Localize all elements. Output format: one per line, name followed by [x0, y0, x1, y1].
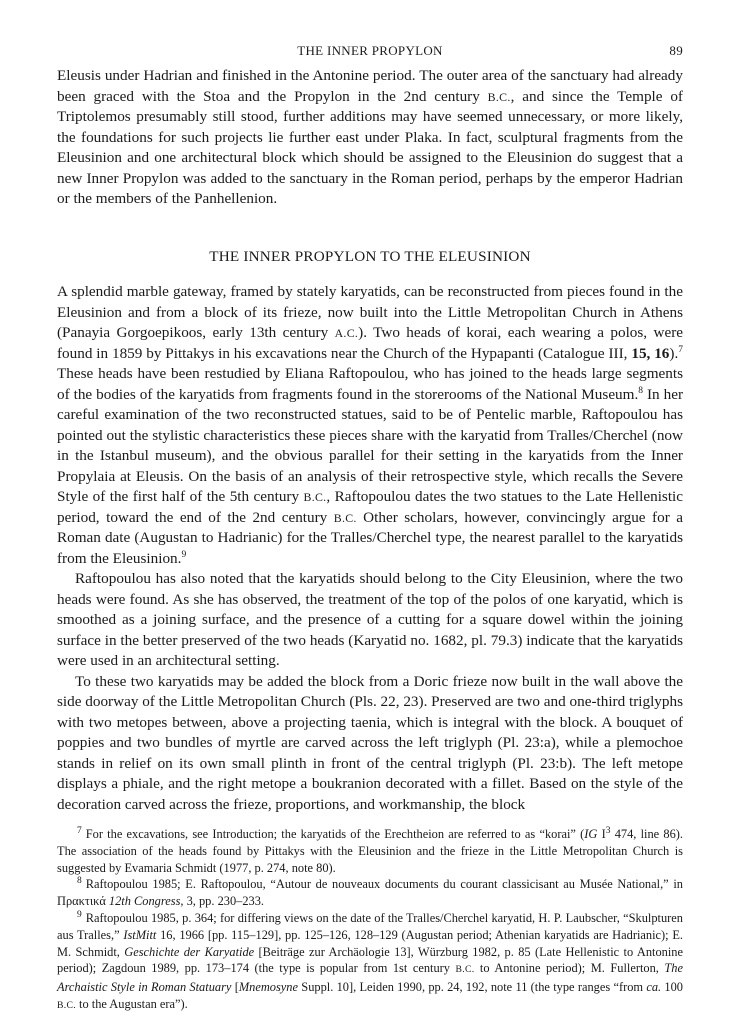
- text-run: 474, line 86). The association of the heads found by Pittakys with the Eleusinion and the frieze in the Little Metropolitan Church is suggested by Evamaria Schmidt (1977, p. 274, note 80).: [57, 827, 684, 875]
- body-paragraph-2: Raftopoulou has also noted that the karyatids should belong to the City Eleusinion, where the two heads were found. As she has observed, the treatment of the top of the polos of one karyatid, which is smoothed as a joining surface, and the presence of a cutting for a square dowel within the joining surface in the better preserved of the two heads (Karyatid no. 1682, pl. 79.3) indicate that the karyatids were used in an architectural setting.: [57, 570, 683, 669]
- era-abbreviation: B.C.: [455, 964, 475, 976]
- footnote-number: 8: [77, 876, 82, 887]
- text-run: A splendid marble gateway, framed by stately karyatids, can be reconstructed from pieces found in the Eleusinion and from a block of its frieze, now built into the Little Metropolitan Church in Athens (Panayia Gorgoepikoos, early 13th century: [57, 283, 683, 341]
- era-abbreviation: B.C.: [303, 490, 327, 504]
- text-run: For the excavations, see Introduction; the karyatids of the Erechtheion are referred to as “korai” (: [85, 827, 585, 841]
- text-run: Suppl. 10], Leiden 1990, pp. 24, 192, note 11 (the type ranges “from: [298, 980, 647, 995]
- text-run: , 3, pp. 230–233.: [180, 894, 265, 909]
- book-page: [57, 0, 683, 1024]
- text-run: In her careful examination of the two reconstructed statues, said to be of Pentelic marble, Raftopoulou has pointed out the stylistic characteristics these pieces share with the karyatid from Tralles/Cherchel (now in the Istanbul museum), and the obvious parallel for their setting in the karyatids from the Inner Propylaia at Eleusis. On the basis of an analysis of their retrospective style, which recalls the Severe Style of the first half of the 5th century: [57, 385, 683, 505]
- text-run: 16, 1966 [pp. 115–129], pp. 125–126, 128–129 (Augustan period; Athenian karyatids are Hadrianic); E. M. Schmidt,: [57, 927, 684, 959]
- footnote-number: 9: [77, 909, 82, 920]
- footnote-7: [57, 826, 683, 876]
- footnote-ref-8[interactable]: 8: [638, 385, 644, 396]
- text-run: Raftopoulou 1985, p. 364; for differing views on the date of the Tralles/Cherchel karyatid, H. P. Laubscher, “Skulpturen aus Tralles,”: [57, 910, 683, 942]
- text-run: Other scholars, however, convincingly argue for a Roman date (Augustan to Hadrianic) for the Tralles/Cherchel type, the nearest parallel to the karyatids from the Eleusinion.: [57, 508, 683, 567]
- main-body: [57, 282, 683, 815]
- text-run: , and since the Temple of Triptolemos presumably still stood, further additions may have seemed unnecessary, or more likely, the foundations for such projects lie further east under Plaka. In fact, sculptural fragments from the Eleusinion and one architectural block which should be assigned to the Eleusinion do suggest that a new Inner Propylon was added to the sanctuary in the Roman period, perhaps by the emperor Hadrian or the members of the Panhellenion.: [57, 87, 683, 207]
- text-run: ).: [669, 344, 679, 362]
- text-run: 100: [661, 980, 683, 995]
- citation-abbreviation: IG: [584, 827, 598, 841]
- superscript: 3: [605, 825, 611, 836]
- intro-paragraph: [57, 66, 683, 210]
- text-run: ). Two heads of korai, each wearing a polos, were found in 1859 by Pittakys in his excavations near the Church of the Hypapanti (Catalogue III,: [57, 324, 683, 362]
- body-paragraph-1: [57, 282, 683, 569]
- text-run: to Antonine period); M. Fullerton,: [474, 961, 665, 976]
- italic-title: Geschichte der Karyatide: [124, 944, 255, 959]
- italic-title: 12th Congress: [108, 894, 181, 909]
- italic-title: IstMitt: [123, 927, 157, 942]
- era-abbreviation: A.C.: [334, 326, 359, 340]
- italic-abbreviation: ca.: [646, 980, 662, 995]
- text-run: These heads have been restudied by Eliana Raftopoulou, who has joined to the heads large segments of the bodies of the karyatids from fragments found in the storerooms of the National Museum.: [57, 365, 683, 403]
- era-abbreviation: B.C.: [57, 999, 76, 1011]
- footnotes: [57, 826, 683, 1015]
- footnote-8: [57, 876, 683, 910]
- text-run: to the Augustan era”).: [75, 996, 188, 1011]
- era-abbreviation: B.C.: [333, 510, 357, 525]
- body-paragraph-3: To these two karyatids may be added the block from a Doric frieze now built in the wall above the side doorway of the Little Metropolitan Church (Pls. 22, 23). Preserved are two and one-third triglyphs with two metopes between, above a projecting taenia, which is integral with the block. A bouquet of poppies and two bundles of myrtle are carved across the left triglyph (Pl. 23:a), while a plemochoe stands in relief on its own small plinth in front of the central triglyph (Pl. 23:b). The left metope displays a phiale, and the right metope a boukranion decorated with a fillet. Based on the style of the decoration carved across the frieze, proportions, and workmanship, the block: [57, 672, 683, 813]
- running-head: [57, 43, 683, 61]
- footnote-ref-7[interactable]: 7: [678, 344, 683, 355]
- intro-section: [57, 66, 683, 210]
- running-head-title: THE INNER PROPYLON: [297, 43, 443, 58]
- page-number: 89: [669, 43, 683, 58]
- text-run: ,: [646, 344, 655, 362]
- italic-title: The Archaistic Style in Roman Statuary: [57, 961, 683, 995]
- italic-title: Mnemosyne: [238, 980, 299, 995]
- text-run: , Raftopoulou dates the two statues to the Late Hellenistic period, toward the end of the 2nd century: [57, 488, 684, 526]
- text-run: Raftopoulou 1985; E. Raftopoulou, “Autour de nouveaux documents du courant classicisant au Musée National,” in Πρακτικά: [57, 877, 683, 909]
- section-heading: THE INNER PROPYLON TO THE ELEUSINION: [209, 248, 531, 265]
- text-run: [: [231, 980, 239, 995]
- catalogue-number: 16: [654, 344, 670, 362]
- catalogue-number: 15: [631, 344, 647, 362]
- footnote-9: [57, 910, 683, 1015]
- era-abbreviation: B.C.: [487, 89, 511, 104]
- footnote-number: 7: [77, 825, 82, 836]
- footnote-ref-9[interactable]: 9: [181, 549, 187, 560]
- text-run: I: [597, 827, 606, 841]
- text-run: [Beiträge zur Archäologie 13], Würzburg 1982, p. 85 (Late Hellenistic to Antonine period); Zagdoun 1989, pp. 173–174 (the type is popular from 1st century: [57, 944, 683, 976]
- text-run: Eleusis under Hadrian and finished in the Antonine period. The outer area of the sanctuary had already been graced with the Stoa and the Propylon in the 2nd century: [57, 67, 683, 105]
